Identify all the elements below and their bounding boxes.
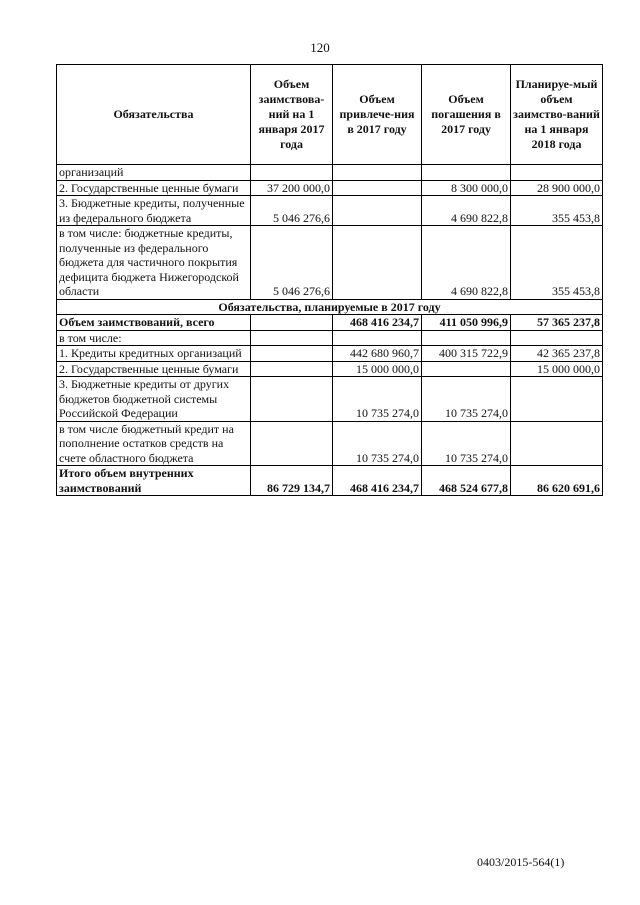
cell-value: 5 046 276,6: [251, 226, 333, 300]
cell-value: [251, 330, 333, 346]
section-row: [57, 299, 603, 315]
cell-value: 10 735 274,0: [422, 421, 511, 466]
cell-value: [333, 165, 422, 181]
cell-value: 4 690 822,8: [422, 226, 511, 300]
cell-value: 411 050 996,9: [422, 315, 511, 331]
table-row: [57, 361, 603, 377]
cell-value: 42 365 237,8: [511, 346, 603, 362]
cell-value: [251, 346, 333, 362]
cell-value: 355 453,8: [511, 226, 603, 300]
total-row: [57, 466, 603, 496]
cell-value: 10 735 274,0: [333, 421, 422, 466]
cell-value: [511, 421, 603, 466]
cell-value: 4 690 822,8: [422, 196, 511, 226]
table-row: [57, 196, 603, 226]
row-label: 1. Кредиты кредитных организаций: [57, 346, 251, 362]
cell-value: 442 680 960,7: [333, 346, 422, 362]
cell-value: [333, 196, 422, 226]
cell-value: [333, 330, 422, 346]
cell-value: [511, 377, 603, 422]
obligations-table: [56, 64, 603, 496]
cell-value: 37 200 000,0: [251, 180, 333, 196]
page-number: 120: [310, 40, 330, 55]
cell-value: 10 735 274,0: [333, 377, 422, 422]
table-row: [57, 180, 603, 196]
cell-value: 400 315 722,9: [422, 346, 511, 362]
cell-value: 15 000 000,0: [511, 361, 603, 377]
cell-value: [251, 361, 333, 377]
total-value: 86 729 134,7: [251, 466, 333, 496]
cell-value: 468 416 234,7: [333, 315, 422, 331]
total-value: 86 620 691,6: [511, 466, 603, 496]
header-borrowing-2017: Объем привлече-ния в 2017 году: [333, 65, 422, 165]
cell-value: [511, 330, 603, 346]
row-label: Объем заимствований, всего: [57, 315, 251, 331]
header-obligations: Обязательства: [57, 65, 251, 165]
table-row: [57, 226, 603, 300]
row-label: 2. Государственные ценные бумаги: [57, 180, 251, 196]
row-label: в том числе: бюджетные кредиты, полученные из федерального бюджета для частичного покрытия дефицита бюджета Нижегородской области: [57, 226, 251, 300]
table-row: [57, 346, 603, 362]
cell-value: 8 300 000,0: [422, 180, 511, 196]
table-header-row: [57, 65, 603, 165]
cell-value: [251, 421, 333, 466]
cell-value: [333, 180, 422, 196]
cell-value: [251, 165, 333, 181]
header-debt-jan-2018: Планируе-мый объем заимство-ваний на 1 января 2018 года: [511, 65, 603, 165]
header-repayment-2017: Объем погашения в 2017 году: [422, 65, 511, 165]
cell-value: [333, 226, 422, 300]
cell-value: 5 046 276,6: [251, 196, 333, 226]
row-label: в том числе:: [57, 330, 251, 346]
table-row: [57, 315, 603, 331]
cell-value: 355 453,8: [511, 196, 603, 226]
section-title: Обязательства, планируемые в 2017 году: [57, 299, 603, 315]
table-row: [57, 421, 603, 466]
total-label: Итого объем внутренних заимствований: [57, 466, 251, 496]
total-value: 468 524 677,8: [422, 466, 511, 496]
row-label: 2. Государственные ценные бумаги: [57, 361, 251, 377]
header-debt-jan-2017: Объем заимствова-ний на 1 января 2017 года: [251, 65, 333, 165]
cell-value: [251, 315, 333, 331]
cell-value: [511, 165, 603, 181]
table-row: [57, 165, 603, 181]
cell-value: 28 900 000,0: [511, 180, 603, 196]
row-label: в том числе бюджетный кредит на пополнение остатков средств на счете областного бюджета: [57, 421, 251, 466]
cell-value: 57 365 237,8: [511, 315, 603, 331]
cell-value: 10 735 274,0: [422, 377, 511, 422]
row-label: 3. Бюджетные кредиты, полученные из федерального бюджета: [57, 196, 251, 226]
cell-value: [422, 361, 511, 377]
row-label: 3. Бюджетные кредиты от других бюджетов бюджетной системы Российской Федерации: [57, 377, 251, 422]
cell-value: [422, 330, 511, 346]
cell-value: [251, 377, 333, 422]
row-label: организаций: [57, 165, 251, 181]
cell-value: 15 000 000,0: [333, 361, 422, 377]
document-code: 0403/2015-564(1): [477, 855, 565, 869]
total-value: 468 416 234,7: [333, 466, 422, 496]
table-row: [57, 330, 603, 346]
cell-value: [422, 165, 511, 181]
table-row: [57, 377, 603, 422]
